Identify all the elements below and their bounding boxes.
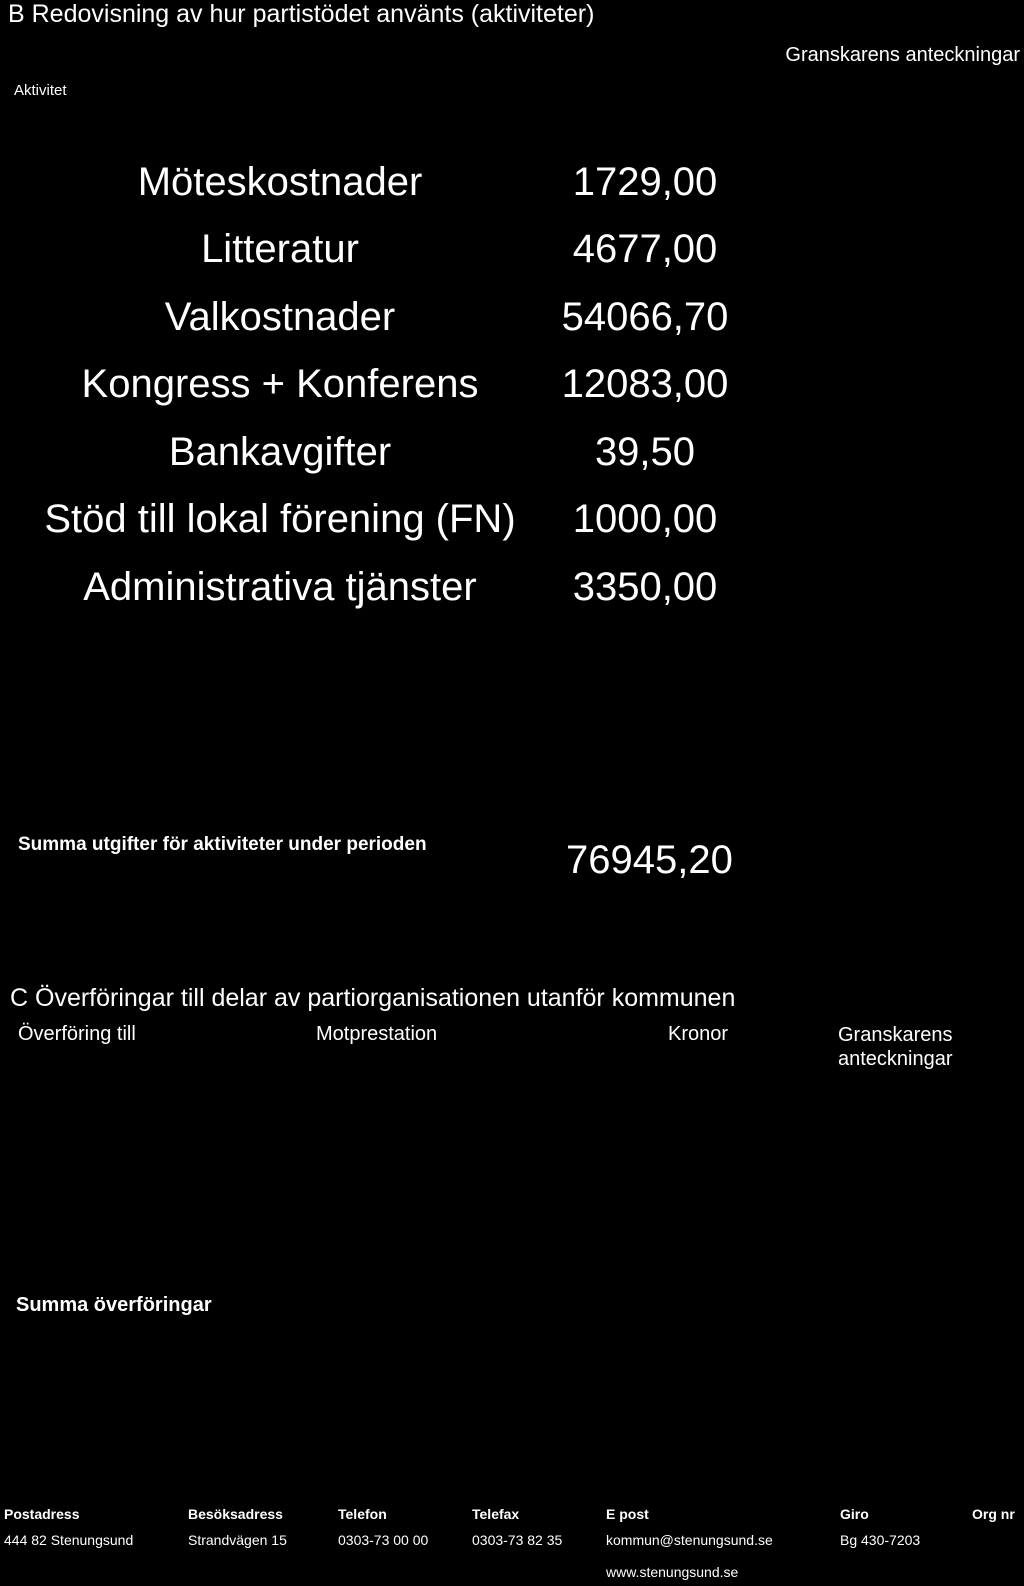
column-header-transfer-to: Överföring till <box>18 1023 136 1045</box>
footer-label-email: E post <box>606 1506 649 1522</box>
activity-name: Valkostnader <box>164 295 396 339</box>
column-header-counter-performance: Motprestation <box>316 1023 438 1045</box>
activity-name: Bankavgifter <box>168 430 392 474</box>
activity-amount: 12083,00 <box>561 362 729 406</box>
activities-total-value: 76945,20 <box>566 838 733 882</box>
activity-amount: 1000,00 <box>572 497 718 541</box>
footer-label-fax: Telefax <box>472 1506 520 1522</box>
section-b-title: B Redovisning av hur partistödet använts (aktiviteter) <box>8 0 595 28</box>
footer-web: www.stenungsund.se <box>606 1564 739 1580</box>
activities-total-label: Summa utgifter för aktiviteter under perioden <box>18 834 427 855</box>
column-header-amount: Kronor <box>668 1023 729 1045</box>
column-header-reviewer-notes: Granskarens anteckningar <box>838 1024 953 1070</box>
footer-label-visit: Besöksadress <box>188 1506 283 1522</box>
activity-row <box>0 227 1024 287</box>
transfers-total-label: Summa överföringar <box>16 1294 212 1316</box>
footer-label-giro: Giro <box>840 1506 869 1522</box>
activity-row <box>0 362 1024 422</box>
footer-phone: 0303-73 00 00 <box>338 1532 429 1548</box>
activity-amount: 1729,00 <box>572 160 718 204</box>
activity-row <box>0 565 1024 625</box>
activity-amount: 3350,00 <box>572 565 718 609</box>
activity-name: Litteratur <box>201 227 359 271</box>
activity-column-header: Aktivitet <box>14 82 67 99</box>
activity-amount: 39,50 <box>594 430 696 474</box>
activity-name: Stöd till lokal förening (FN) <box>44 497 516 541</box>
activity-amount: 54066,70 <box>561 295 729 339</box>
activity-row <box>0 295 1024 355</box>
activity-name: Möteskostnader <box>137 160 423 204</box>
footer-visit: Strandvägen 15 <box>188 1532 287 1548</box>
activity-amount: 4677,00 <box>572 227 718 271</box>
footer-email: kommun@stenungsund.se <box>606 1532 773 1548</box>
activity-row <box>0 430 1024 490</box>
section-c-title: C Överföringar till delar av partiorganisationen utanför kommunen <box>10 984 736 1012</box>
reviewer-notes-label: Granskarens anteckningar <box>785 44 1020 66</box>
footer-label-postal: Postadress <box>4 1506 80 1522</box>
footer-label-phone: Telefon <box>338 1506 387 1522</box>
activity-row <box>0 160 1024 220</box>
activity-row <box>0 497 1024 557</box>
footer-fax: 0303-73 82 35 <box>472 1532 563 1548</box>
footer-giro: Bg 430-7203 <box>840 1532 921 1548</box>
footer-postal: 444 82 Stenungsund <box>4 1532 134 1548</box>
footer-label-org: Org nr <box>972 1506 1015 1522</box>
activity-name: Kongress + Konferens <box>81 362 479 406</box>
activity-name: Administrativa tjänster <box>83 565 477 609</box>
